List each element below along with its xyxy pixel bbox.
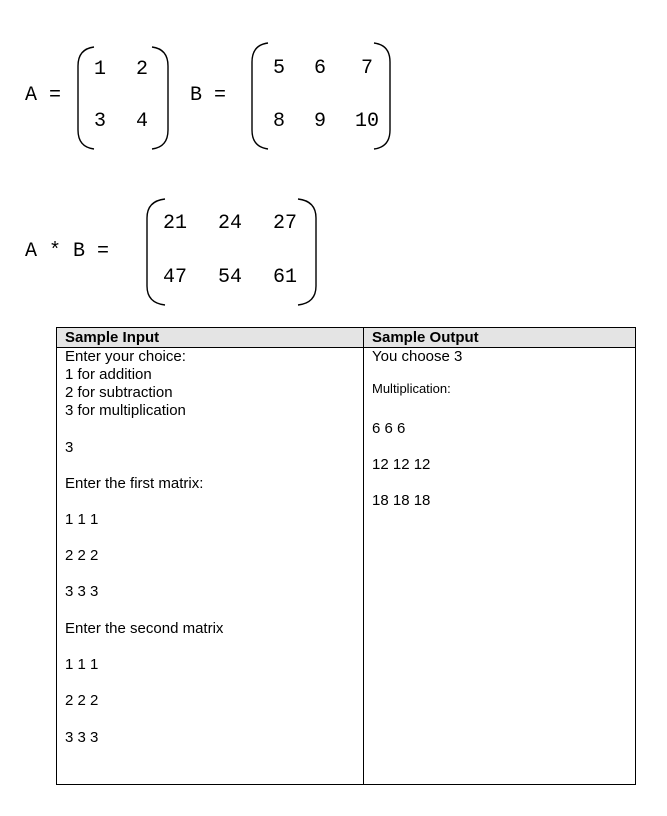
input-line: Enter the first matrix: [65,475,204,492]
matrix-a-label: A = [25,84,62,107]
matrix-b-cell: 8 [272,110,285,133]
matrix-a-right-paren [150,46,170,150]
product-label: A * B = [25,240,110,263]
input-line: 3 3 3 [65,583,99,600]
output-line: 18 18 18 [372,492,431,509]
product-cell: 54 [217,266,242,289]
product-cell: 24 [217,212,242,235]
matrix-b-cell: 5 [272,57,285,80]
input-line: 1 1 1 [65,656,99,673]
matrix-b-cell: 6 [313,57,326,80]
input-line: 2 2 2 [65,547,99,564]
matrix-a-cell: 1 [93,58,106,81]
matrix-a-cell: 2 [135,58,148,81]
matrix-b-cell: 7 [360,57,373,80]
matrix-b-label: B = [190,84,227,107]
product-cell: 27 [272,212,297,235]
input-line: Enter your choice: [65,348,186,365]
sample-output-header: Sample Output [364,328,636,348]
input-line: 2 2 2 [65,692,99,709]
input-line: 2 for subtraction [65,384,173,401]
input-line: 3 3 3 [65,729,99,746]
matrix-b-right-paren [372,42,392,150]
input-line: 1 for addition [65,366,152,383]
input-line: 3 for multiplication [65,402,186,419]
sample-io-table [56,327,636,785]
output-line: 6 6 6 [372,420,406,437]
input-line: Enter the second matrix [65,620,224,637]
matrix-b-cell: 9 [313,110,326,133]
product-right-paren [296,198,318,306]
output-line: You choose 3 [372,348,463,365]
sample-output-cell [364,348,636,785]
sample-input-header: Sample Input [57,328,364,348]
output-line: Multiplication: [372,381,451,396]
output-line: 12 12 12 [372,456,431,473]
product-cell: 21 [162,212,187,235]
product-cell: 61 [272,266,297,289]
matrix-a-cell: 3 [93,110,106,133]
sample-input-cell [57,348,364,785]
product-cell: 47 [162,266,187,289]
input-line: 3 [65,439,74,456]
matrix-b-cell: 10 [354,110,379,133]
matrix-a-cell: 4 [135,110,148,133]
input-line: 1 1 1 [65,511,99,528]
